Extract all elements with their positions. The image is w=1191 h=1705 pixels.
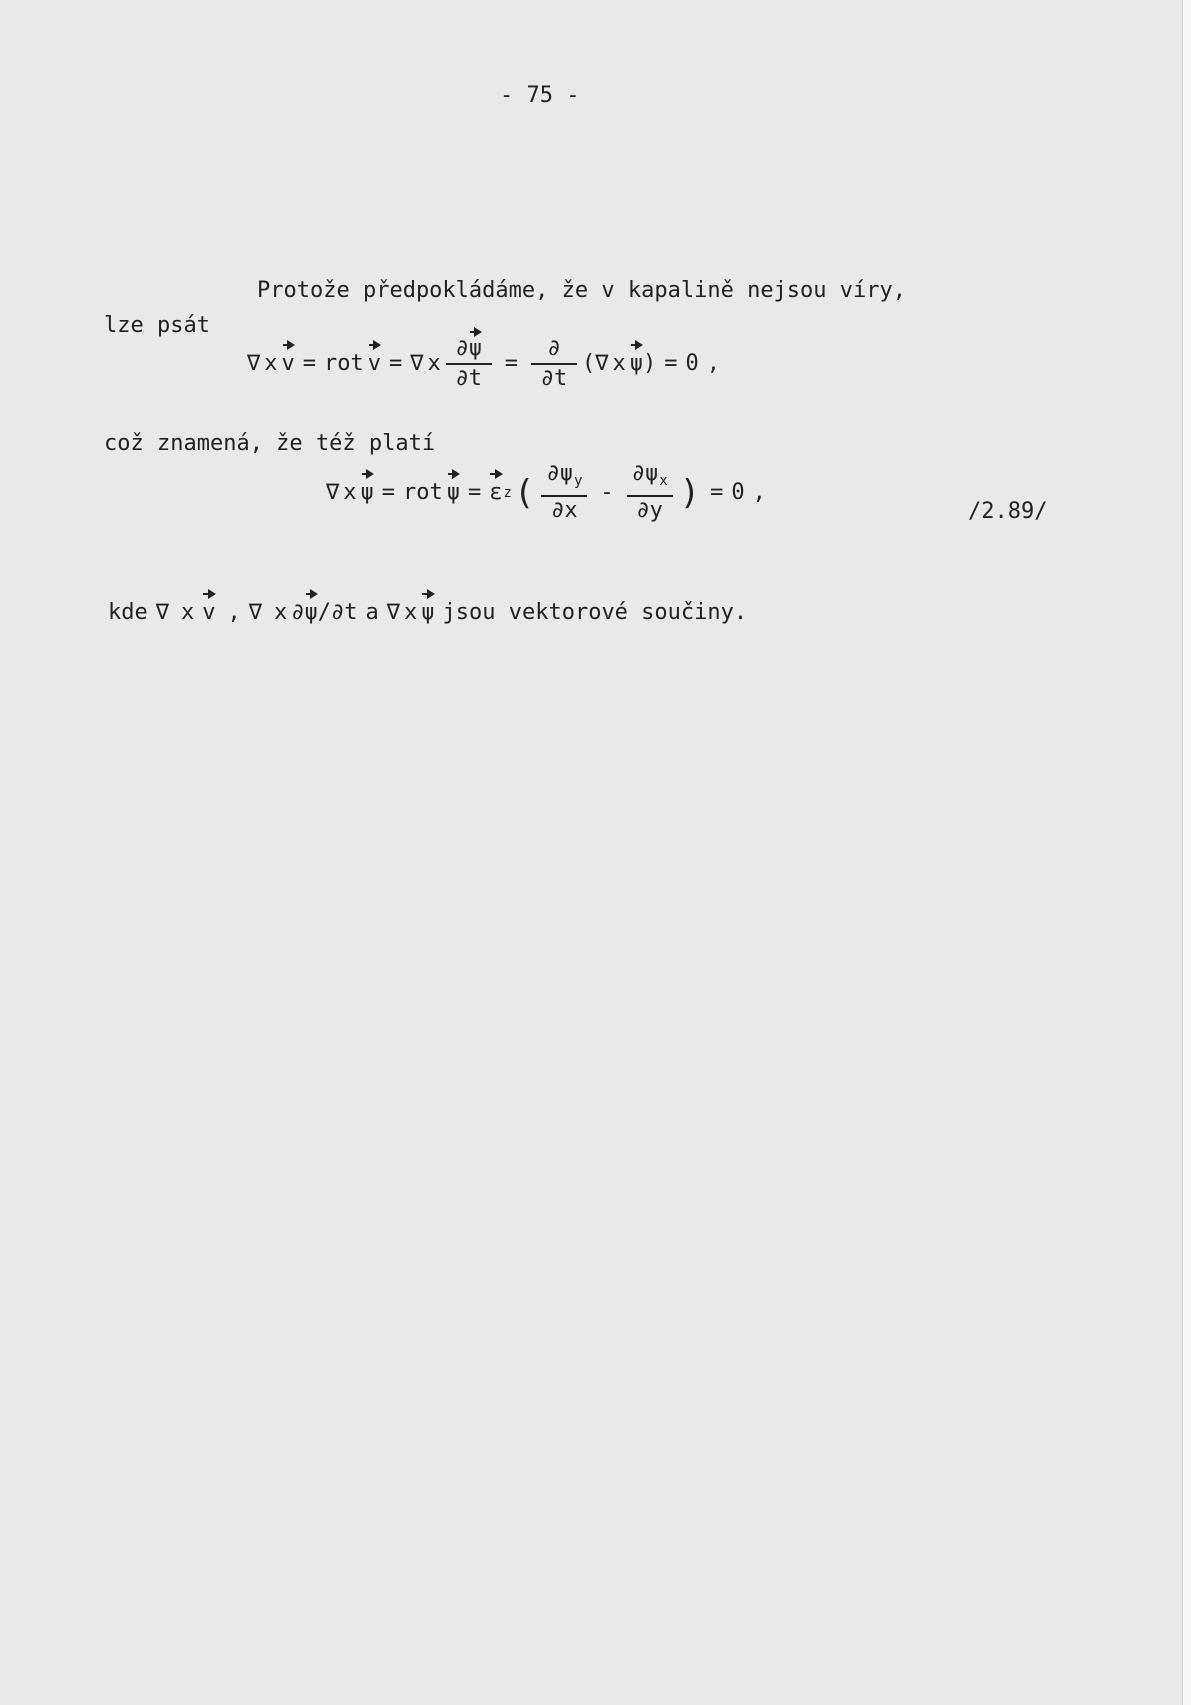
equation-1-zero: 0	[685, 351, 699, 376]
page-number: - 75 -	[500, 83, 580, 108]
definition-line	[108, 599, 755, 627]
equation-1-right-paren: )	[643, 351, 657, 376]
definition-nabla-1: ∇	[155, 600, 169, 625]
equation-2-fraction-1-denominator-partial: ∂	[551, 498, 565, 524]
definition-x-1: x	[181, 600, 195, 625]
equation-1-equals-4: =	[664, 351, 678, 376]
equation-2-fraction-2-psi: ψ	[644, 461, 659, 486]
equation-2-fraction-1-psi: ψ	[559, 461, 573, 486]
equation-2-comma: ,	[752, 479, 766, 505]
paragraph-1-line-1: Protože předpokládáme, že v kapalině nejsou víry,	[257, 278, 907, 303]
equation-2	[326, 462, 774, 523]
equation-1-fraction-1	[446, 337, 492, 391]
equation-1-fraction-1-denominator-t: t	[468, 366, 482, 391]
equation-1-nabla-3: ∇	[595, 351, 609, 376]
equation-1-fraction-1-numerator	[456, 337, 483, 361]
equation-1	[247, 337, 728, 391]
equation-2-fraction-1-subscript-y: y	[573, 473, 583, 490]
definition-v-vector: v	[202, 600, 216, 625]
equation-1-fraction-2-bar	[531, 363, 577, 365]
paragraph-3-line-1: jsou vektorové součiny.	[442, 600, 748, 625]
equation-2-x: x	[343, 479, 357, 505]
equation-2-fraction-2-denominator-partial: ∂	[636, 498, 650, 524]
definition-psi-vector-2: ψ	[421, 600, 435, 625]
equation-1-fraction-1-psi-vector: ψ	[468, 336, 482, 361]
definition-slash: /	[317, 600, 331, 625]
equation-2-equals-1: =	[381, 479, 395, 505]
equation-1-fraction-1-partial: ∂	[455, 336, 469, 361]
equation-1-nabla-1: ∇	[247, 351, 261, 376]
equation-2-label: /2.89/	[968, 499, 1048, 524]
equation-1-left-paren: (	[582, 351, 596, 376]
equation-2-fraction-2-denominator	[636, 499, 663, 523]
equation-2-rot: rot	[403, 479, 443, 505]
equation-1-equals-1: =	[302, 351, 316, 376]
page-right-edge	[1182, 0, 1191, 1705]
definition-partial: ∂	[291, 600, 305, 625]
equation-2-psi-vector-1: ψ	[360, 479, 374, 505]
equation-1-equals-3: =	[504, 351, 518, 376]
equation-1-fraction-1-denominator	[456, 367, 483, 391]
equation-2-psi-vector-2: ψ	[446, 479, 460, 505]
equation-1-fraction-2-denominator	[541, 367, 568, 391]
equation-2-fraction-2-bar	[627, 495, 673, 497]
equation-2-nabla: ∇	[326, 479, 340, 505]
equation-2-right-paren: )	[679, 472, 701, 513]
equation-1-x-1: x	[264, 351, 278, 376]
equation-2-fraction-1-denominator-x: x	[564, 498, 578, 524]
equation-2-fraction-1	[541, 462, 587, 523]
definition-nabla-3: ∇	[386, 600, 400, 625]
equation-2-fraction-1-numerator	[546, 462, 582, 493]
equation-1-equals-2: =	[389, 351, 403, 376]
equation-2-fraction-2	[627, 462, 673, 523]
definition-x-2: x	[274, 600, 288, 625]
definition-a: a	[365, 600, 379, 625]
definition-comma: ,	[227, 600, 241, 625]
paragraph-1-line-2: lze psát	[104, 313, 210, 338]
equation-1-v-vector-2: v	[367, 351, 381, 376]
paragraph-2-line-1: což znamená, že též platí	[104, 431, 436, 456]
equation-1-fraction-2-numerator: ∂	[547, 336, 561, 361]
equation-1-x-3: x	[612, 351, 626, 376]
equation-2-fraction-2-partial: ∂	[631, 461, 645, 486]
equation-2-fraction-2-denominator-y: y	[649, 498, 663, 524]
equation-2-epsilon-vector: ε	[489, 479, 503, 505]
definition-x-3: x	[404, 600, 418, 625]
definition-partial-2: ∂	[331, 600, 345, 625]
definition-psi-vector-1: ψ	[304, 600, 318, 625]
equation-1-fraction-1-denominator-partial: ∂	[455, 366, 469, 391]
equation-1-nabla-2: ∇	[410, 351, 424, 376]
equation-2-fraction-2-subscript-x: x	[659, 473, 668, 490]
equation-1-fraction-2	[531, 337, 577, 391]
equation-2-equals-2: =	[468, 479, 482, 505]
equation-1-v-vector-1: v	[281, 351, 295, 376]
equation-2-minus: -	[600, 479, 614, 505]
equation-1-comma: ,	[706, 351, 720, 376]
equation-2-epsilon-subscript: z	[503, 484, 512, 501]
equation-2-zero: 0	[731, 479, 745, 505]
equation-1-x-2: x	[427, 351, 441, 376]
equation-1-psi-vector-2: ψ	[629, 351, 643, 376]
definition-kde: kde	[108, 600, 148, 625]
equation-2-fraction-1-partial: ∂	[546, 461, 560, 486]
equation-2-fraction-2-numerator	[632, 462, 668, 493]
definition-t: t	[344, 600, 358, 625]
equation-1-fraction-1-bar	[446, 363, 492, 365]
equation-2-equals-3: =	[710, 479, 724, 505]
definition-nabla-2: ∇	[248, 600, 262, 625]
equation-1-rot: rot	[324, 351, 364, 376]
equation-2-left-paren: (	[513, 472, 535, 513]
equation-2-fraction-1-bar	[541, 495, 587, 497]
equation-2-fraction-1-denominator	[551, 499, 578, 523]
equation-1-fraction-2-denominator-t: t	[554, 366, 568, 391]
equation-1-fraction-2-denominator-partial: ∂	[540, 366, 554, 391]
